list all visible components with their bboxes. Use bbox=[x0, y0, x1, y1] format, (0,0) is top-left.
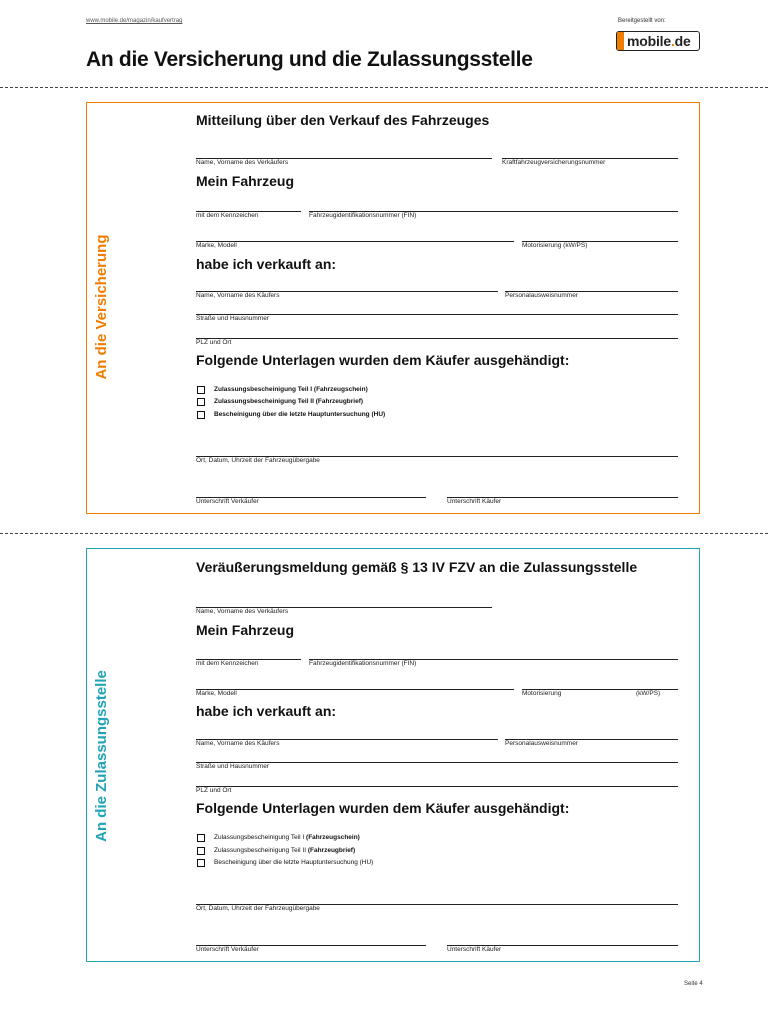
buyer-name-label: Name, Vorname des Käufers bbox=[196, 292, 280, 299]
my-vehicle-heading: Mein Fahrzeug bbox=[196, 173, 295, 189]
engine-label: Motorisierung (kW/PS) bbox=[522, 242, 588, 249]
reg-engine-unit-label: (kW/PS) bbox=[636, 690, 661, 697]
seller-name-label: Name, Vorname des Verkäufers bbox=[196, 159, 289, 166]
reg-zip-city-label: PLZ und Ort bbox=[196, 787, 232, 794]
cut-line-middle bbox=[0, 533, 768, 534]
reg-sold-to-heading: habe ich verkauft an: bbox=[196, 703, 337, 719]
zip-city-label: PLZ und Ort bbox=[196, 339, 232, 346]
doc3-label: Bescheinigung über die letzte Hauptuntersuchung (HU) bbox=[214, 411, 386, 418]
handover-label: Ort, Datum, Uhrzeit der Fahrzeugübergabe bbox=[196, 457, 320, 464]
provided-by-label: Bereitgestellt von: bbox=[618, 18, 666, 24]
zip-city-field[interactable] bbox=[196, 338, 678, 339]
seller-signature-label: Unterschrift Verkäufer bbox=[196, 498, 259, 505]
source-url-link[interactable]: www.mobile.de/magazin/kaufvertrag bbox=[86, 18, 183, 24]
doc2-label: Zulassungsbescheinigung Teil II (Fahrzeugbrief) bbox=[214, 398, 364, 405]
doc1-label: Zulassungsbescheinigung Teil I (Fahrzeugschein) bbox=[214, 386, 368, 393]
cut-line-top bbox=[0, 87, 768, 88]
reg-my-vehicle-heading: Mein Fahrzeug bbox=[196, 622, 295, 638]
vin-label: Fahrzeugidentifikationsnummer (FIN) bbox=[309, 212, 417, 219]
doc2-checkbox[interactable] bbox=[197, 398, 205, 406]
reg-doc2-checkbox[interactable] bbox=[197, 847, 205, 855]
reg-doc2-label: Zulassungsbescheinigung Teil II (Fahrzeugbrief) bbox=[214, 847, 356, 854]
mobile-de-logo bbox=[616, 31, 700, 51]
insurance-number-label: Kraftfahrzeugversicherungsnummer bbox=[502, 159, 606, 166]
reg-doc3-label: Bescheinigung über die letzte Hauptuntersuchung (HU) bbox=[214, 859, 374, 866]
doc3-checkbox[interactable] bbox=[197, 411, 205, 419]
registration-form-title: Veräußerungsmeldung gemäß § 13 IV FZV an die Zulassungsstelle bbox=[196, 559, 638, 575]
reg-doc1-label: Zulassungsbescheinigung Teil I (Fahrzeugschein) bbox=[214, 834, 360, 841]
documents-heading: Folgende Unterlagen wurden dem Käufer ausgehändigt: bbox=[196, 352, 570, 368]
reg-seller-signature-label: Unterschrift Verkäufer bbox=[196, 946, 259, 953]
license-plate-label: mit dem Kennzeichen bbox=[196, 212, 259, 219]
insurance-form-title: Mitteilung über den Verkauf des Fahrzeuges bbox=[196, 112, 490, 128]
make-model-label: Marke, Modell bbox=[196, 242, 237, 249]
reg-engine-label: Motorisierung bbox=[522, 690, 562, 697]
sold-to-heading: habe ich verkauft an: bbox=[196, 256, 337, 272]
page-number: Seite 4 bbox=[684, 981, 703, 987]
reg-buyer-name-label: Name, Vorname des Käufers bbox=[196, 740, 280, 747]
reg-handover-label: Ort, Datum, Uhrzeit der Fahrzeugübergabe bbox=[196, 905, 320, 912]
reg-street-label: Straße und Hausnummer bbox=[196, 763, 269, 770]
reg-documents-heading: Folgende Unterlagen wurden dem Käufer ausgehändigt: bbox=[196, 800, 570, 816]
logo-accent-bar bbox=[617, 32, 624, 50]
registration-side-label: An die Zulassungsstelle bbox=[93, 670, 110, 842]
insurance-form-section bbox=[86, 102, 700, 514]
insurance-side-label: An die Versicherung bbox=[93, 234, 110, 380]
id-number-label: Personalausweisnummer bbox=[505, 292, 578, 299]
reg-id-number-label: Personalausweisnummer bbox=[505, 740, 578, 747]
reg-make-model-label: Marke, Modell bbox=[196, 690, 237, 697]
buyer-signature-label: Unterschrift Käufer bbox=[447, 498, 502, 505]
reg-buyer-signature-label: Unterschrift Käufer bbox=[447, 946, 502, 953]
registration-form-section bbox=[86, 548, 700, 962]
street-label: Straße und Hausnummer bbox=[196, 315, 269, 322]
reg-vin-label: Fahrzeugidentifikationsnummer (FIN) bbox=[309, 660, 417, 667]
doc1-checkbox[interactable] bbox=[197, 386, 205, 394]
reg-seller-name-label: Name, Vorname des Verkäufers bbox=[196, 608, 289, 615]
logo-text: mobile.de bbox=[627, 33, 691, 49]
reg-make-model-field[interactable] bbox=[196, 689, 514, 690]
reg-doc3-checkbox[interactable] bbox=[197, 859, 205, 867]
page-title: An die Versicherung und die Zulassungsstelle bbox=[86, 48, 533, 71]
reg-license-plate-label: mit dem Kennzeichen bbox=[196, 660, 259, 667]
reg-doc1-checkbox[interactable] bbox=[197, 834, 205, 842]
make-model-field[interactable] bbox=[196, 241, 514, 242]
reg-zip-city-field[interactable] bbox=[196, 786, 678, 787]
